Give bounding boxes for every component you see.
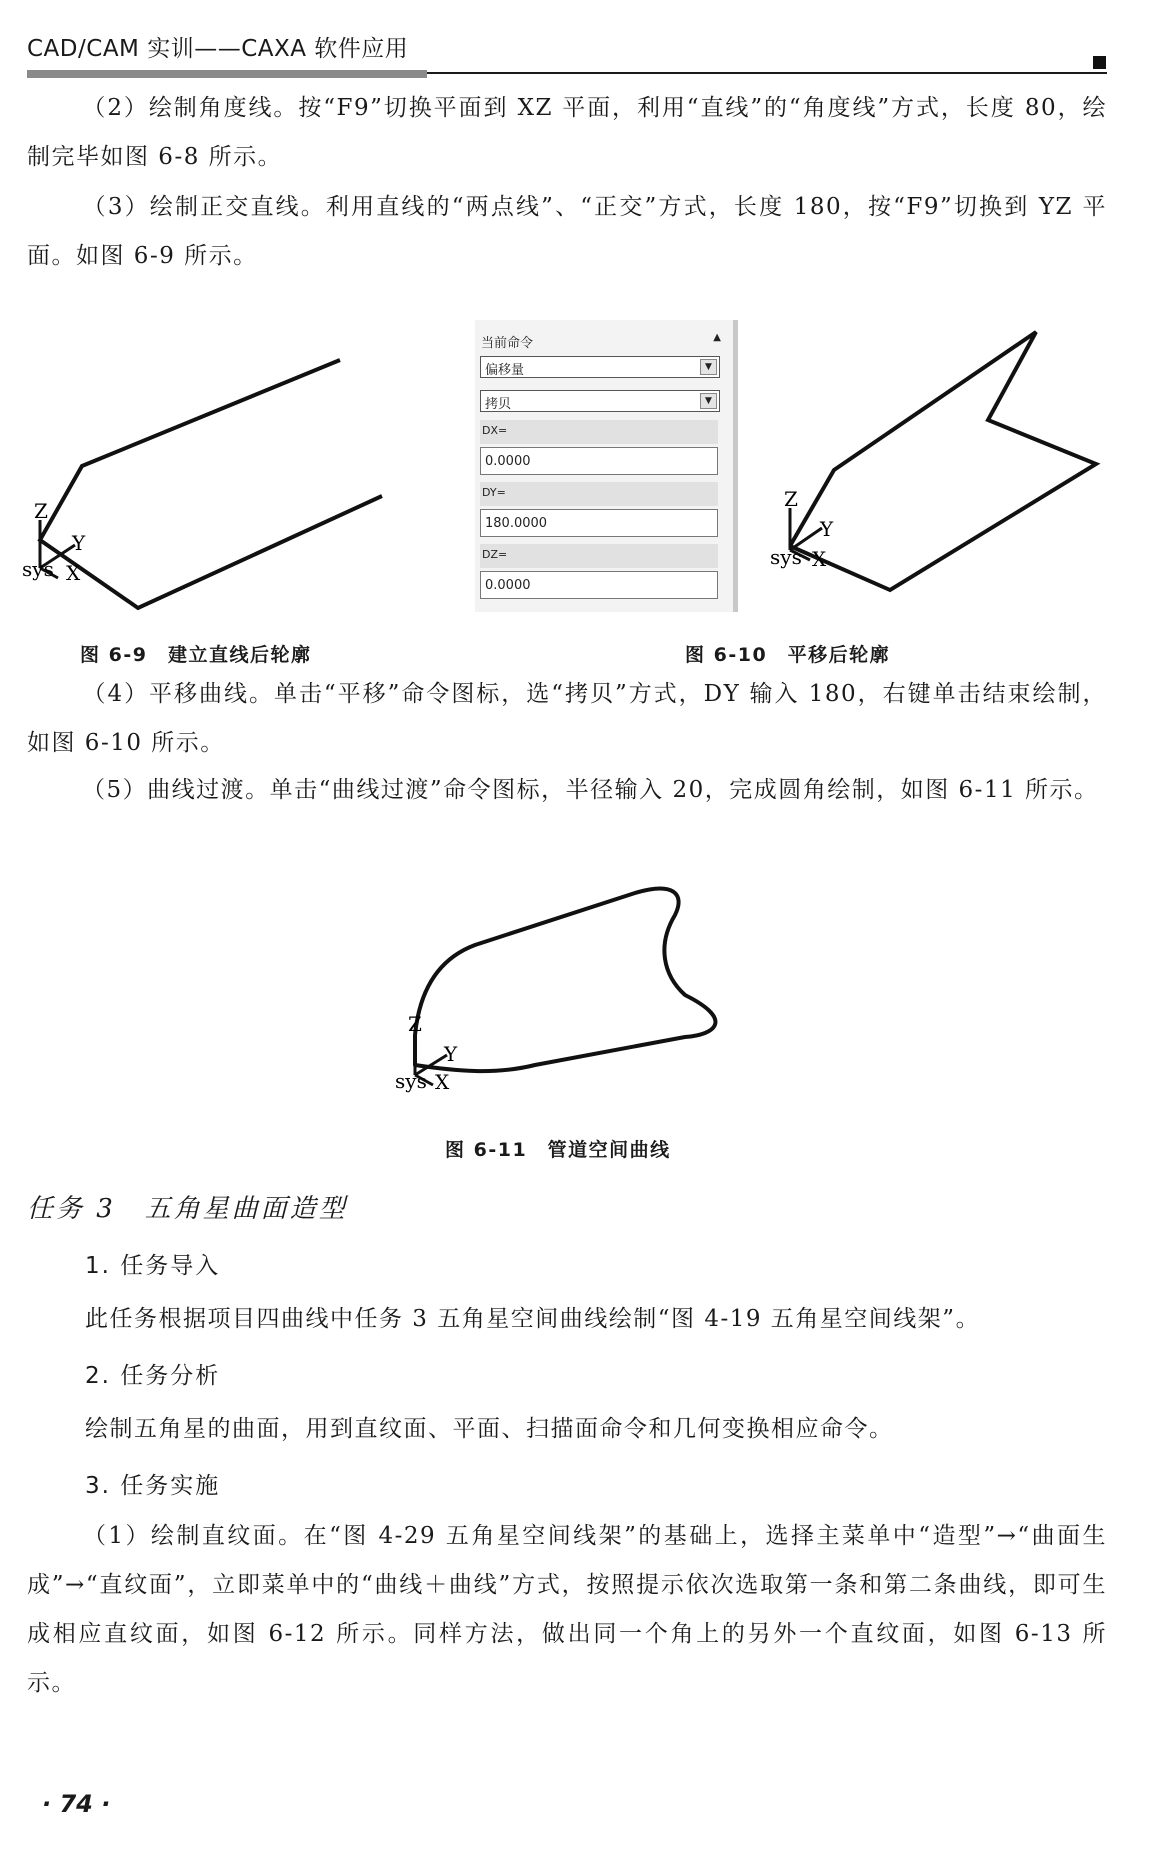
running-header: CAD/CAM 实训——CAXA 软件应用 [27, 36, 409, 62]
paragraph-task-intro [85, 1295, 1107, 1344]
paragraph-task-implementation [27, 1512, 1107, 1708]
dz-input[interactable] [480, 571, 718, 599]
chevron-down-icon[interactable]: ▼ [700, 359, 717, 375]
fig6-11-label-z: Z [408, 1012, 422, 1036]
fig6-10-label-z: Z [784, 487, 798, 511]
fig6-10-label-x: X [812, 547, 827, 571]
paragraph-task-implementation-text: （1）绘制直纹面。在“图 4-29 五角星空间线架”的基础上，选择主菜单中“造型”→“曲面生成”→“直纹面”，立即菜单中的“曲线＋曲线”方式，按照提示依次选取第一条和第二条曲线，即可生成相应直纹面，如图 6-12 所示。同样方法，做出同一个角上的另外一个直纹面，如图 6-13 所示。 [27, 1523, 1107, 1696]
subheading-task-analysis: 2. 任务分析 [85, 1363, 221, 1389]
fig6-10-profile-line [790, 332, 1096, 590]
dz-label: DZ= [482, 548, 508, 561]
paragraph-step-5 [27, 766, 1107, 815]
dy-label: DY= [482, 486, 506, 499]
fig6-11-label-x: X [435, 1070, 450, 1094]
copy-select-value: 拷贝 [485, 397, 512, 412]
chevron-down-icon[interactable]: ▼ [700, 393, 717, 409]
header-marker [1093, 56, 1106, 69]
mode-select[interactable] [480, 356, 720, 378]
subheading-task-intro: 1. 任务导入 [85, 1253, 221, 1279]
mode-select-value: 偏移量 [485, 363, 525, 378]
dx-label-band [480, 420, 718, 444]
dx-label: DX= [482, 424, 508, 437]
page-number: · 74 · [42, 1790, 111, 1818]
dy-value: 180.0000 [485, 516, 548, 531]
figure-6-10 [770, 328, 1120, 618]
dy-input[interactable] [480, 509, 718, 537]
dz-value: 0.0000 [485, 578, 531, 593]
dy-label-band [480, 482, 718, 506]
paragraph-step-5-text: （5）曲线过渡。单击“曲线过渡”命令图标，半径输入 20，完成圆角绘制，如图 6-11 所示。 [82, 777, 1099, 803]
caption-fig-6-10: 图 6-10 平移后轮廓 [685, 644, 891, 666]
fig6-9-label-z: Z [34, 499, 48, 523]
caption-fig-6-11: 图 6-11 管道空间曲线 [445, 1139, 671, 1161]
paragraph-task-analysis [85, 1405, 1107, 1454]
copy-select[interactable] [480, 390, 720, 412]
fig6-9-label-x: X [66, 561, 81, 585]
paragraph-task-intro-text: 此任务根据项目四曲线中任务 3 五角星空间曲线绘制“图 4-19 五角星空间线架”。 [85, 1306, 981, 1332]
dz-label-band [480, 544, 718, 568]
fig6-10-label-y: Y [820, 517, 834, 541]
dx-input[interactable] [480, 447, 718, 475]
figure-6-9 [20, 340, 390, 620]
figure-6-10-dialog [475, 320, 738, 612]
collapse-icon[interactable]: ▲ [713, 332, 721, 343]
fig6-11-label-sys: sys [395, 1069, 427, 1093]
paragraph-step-3 [27, 183, 1107, 281]
paragraph-step-2-text: （2）绘制角度线。按“F9”切换平面到 XZ 平面，利用“直线”的“角度线”方式，长度 80，绘制完毕如图 6-8 所示。 [27, 95, 1107, 170]
fig6-9-label-y: Y [72, 531, 86, 555]
fig6-9-label-sys: sys [22, 557, 54, 581]
section-title: 任务 3 五角星曲面造型 [27, 1194, 348, 1224]
caption-fig-6-9: 图 6-9 建立直线后轮廓 [80, 644, 312, 666]
paragraph-step-4-text: （4）平移曲线。单击“平移”命令图标，选“拷贝”方式，DY 输入 180，右键单击结束绘制，如图 6-10 所示。 [27, 681, 1107, 756]
paragraph-step-2 [27, 84, 1107, 182]
header-rule [427, 72, 1107, 74]
paragraph-task-analysis-text: 绘制五角星的曲面，用到直纹面、平面、扫描面命令和几何变换相应命令。 [85, 1416, 894, 1442]
fig6-10-label-sys: sys [770, 545, 802, 569]
dialog-header-text: 当前命令 [481, 336, 534, 351]
header-rule-accent [27, 70, 427, 78]
fig6-11-label-y: Y [444, 1042, 458, 1066]
paragraph-step-3-text: （3）绘制正交直线。利用直线的“两点线”、“正交”方式，长度 180，按“F9”切换到 YZ 平面。如图 6-9 所示。 [27, 194, 1107, 269]
dialog-header [481, 332, 721, 350]
dx-value: 0.0000 [485, 454, 531, 469]
paragraph-step-4 [27, 670, 1107, 768]
fig6-9-profile-line [40, 360, 382, 608]
figure-6-11 [395, 885, 755, 1105]
subheading-task-implementation: 3. 任务实施 [85, 1473, 221, 1499]
fig6-11-pipe-curve [415, 889, 715, 1072]
